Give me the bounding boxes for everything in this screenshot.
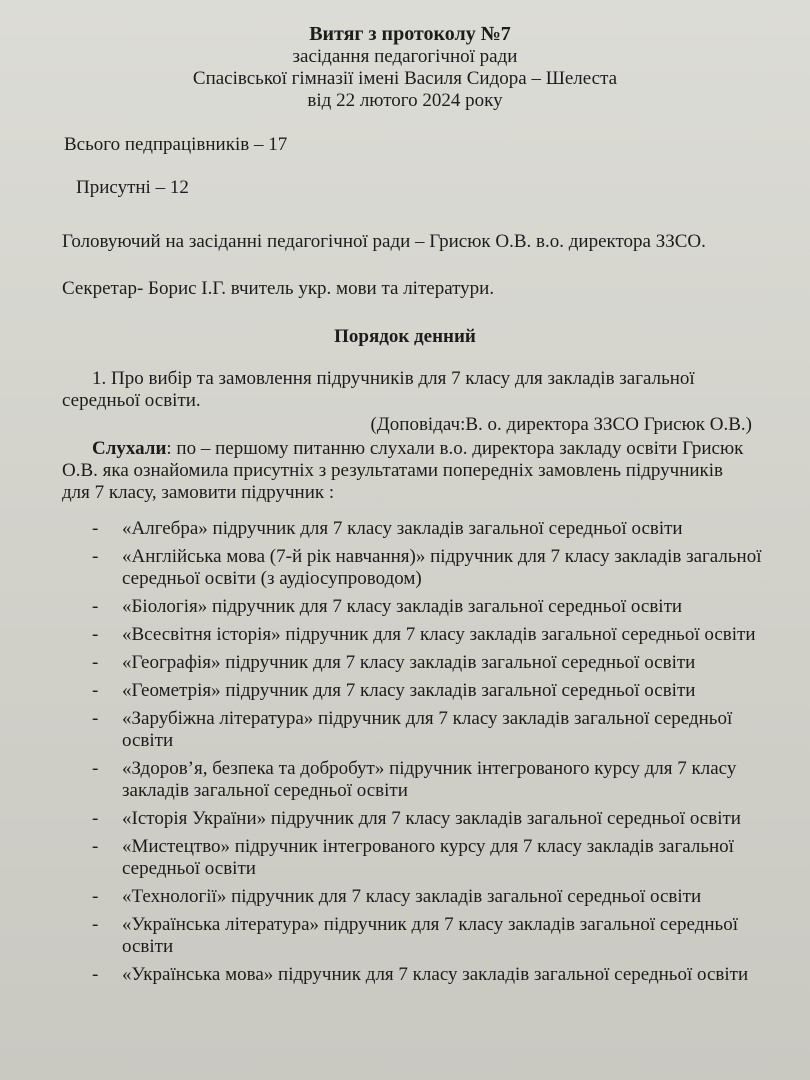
- textbook-text: «Англійська мова (7-й рік навчання)» підручник для 7 класу закладів загальної середньої освіти (з аудіосупроводом): [122, 546, 762, 589]
- textbook-item: [0, 652, 810, 674]
- textbook-text: «Всесвітня історія» підручник для 7 класу закладів загальної середньої освіти: [122, 624, 756, 645]
- textbook-item: [0, 596, 810, 618]
- speaker-note: (Доповідач:В. о. директора ЗЗСО Грисюк О.В.): [370, 414, 752, 435]
- textbook-text: «Історія України» підручник для 7 класу закладів загальної середньої освіти: [122, 808, 741, 829]
- textbook-item: [0, 886, 810, 908]
- list-dash: -: [92, 886, 99, 907]
- textbook-item: [0, 836, 810, 880]
- textbook-item: [0, 624, 810, 646]
- textbook-item: [0, 964, 810, 986]
- textbook-text: «Географія» підручник для 7 класу закладів загальної середньої освіти: [122, 652, 696, 673]
- textbook-item: [0, 546, 810, 590]
- textbook-item: [0, 518, 810, 540]
- textbook-text: «Українська література» підручник для 7 класу закладів загальної середньої освіти: [122, 914, 738, 957]
- textbook-text: «Здоров’я, безпека та добробут» підручник інтегрованого курсу для 7 класу закладів загальної середньої освіти: [122, 758, 737, 801]
- header-line-date: від 22 лютого 2024 року: [307, 90, 503, 111]
- list-dash: -: [92, 680, 99, 701]
- textbook-text: «Зарубіжна література» підручник для 7 класу закладів загальної середньої освіти: [122, 708, 733, 751]
- list-dash: -: [92, 708, 99, 729]
- textbook-item: [0, 708, 810, 752]
- heard-paragraph: [62, 438, 752, 504]
- textbook-text: «Українська мова» підручник для 7 класу закладів загальної середньої освіти: [122, 964, 749, 985]
- textbook-text: «Алгебра» підручник для 7 класу закладів загальної середньої освіти: [122, 518, 683, 539]
- list-dash: -: [92, 808, 99, 829]
- heard-label: Слухали: [92, 438, 167, 459]
- secretary: Секретар- Борис І.Г. вчитель укр. мови та літератури.: [62, 278, 495, 299]
- textbook-item: [0, 808, 810, 830]
- list-dash: -: [92, 652, 99, 673]
- textbook-text: «Біологія» підручник для 7 класу закладів загальної середньої освіти: [122, 596, 683, 617]
- heard-text: : по – першому питанню слухали в.о. директора закладу освіти Грисюк О.В. яка ознайомила присутніх з результатами попередніх замовлень підручників для 7 класу, замовити підручник :: [62, 438, 744, 503]
- textbook-text: «Мистецтво» підручник інтегрованого курсу для 7 класу закладів загальної середньої освіти: [122, 836, 734, 879]
- list-dash: -: [92, 596, 99, 617]
- list-dash: -: [92, 758, 99, 779]
- textbook-text: «Геометрія» підручник для 7 класу закладів загальної середньої освіти: [122, 680, 696, 701]
- document-title: Витяг з протоколу №7: [309, 23, 511, 45]
- textbook-item: [0, 758, 810, 802]
- textbook-list: [0, 518, 810, 992]
- agenda-title: Порядок денний: [334, 326, 476, 347]
- header-line-school: Спасівської гімназії імені Василя Сидора – Шелеста: [192, 68, 618, 89]
- document-header: [0, 22, 810, 112]
- present-count: Присутні – 12: [76, 177, 189, 198]
- list-dash: -: [92, 546, 99, 567]
- header-line-council: засідання педагогічної ради: [292, 46, 518, 67]
- textbook-item: [0, 914, 810, 958]
- chairperson: Головуючий на засіданні педагогічної ради – Грисюк О.В. в.о. директора ЗЗСО.: [62, 231, 706, 252]
- list-dash: -: [92, 836, 99, 857]
- list-dash: -: [92, 914, 99, 935]
- textbook-text: «Технології» підручник для 7 класу закладів загальної середньої освіти: [122, 886, 702, 907]
- total-staff: Всього педпрацівників – 17: [64, 134, 288, 155]
- list-dash: -: [92, 964, 99, 985]
- list-dash: -: [92, 624, 99, 645]
- agenda-item-1: 1. Про вибір та замовлення підручників для 7 класу для закладів загальної середньої освіти.: [62, 368, 695, 411]
- list-dash: -: [92, 518, 99, 539]
- textbook-item: [0, 680, 810, 702]
